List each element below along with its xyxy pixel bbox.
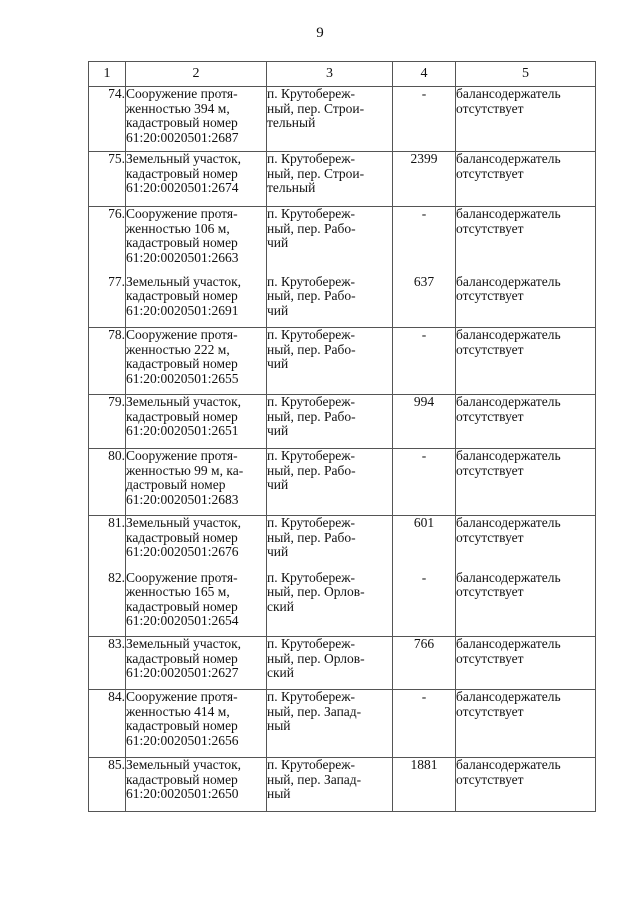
object-area: 1881: [393, 758, 456, 812]
balance-holder: балансодержатель отсутствует: [456, 569, 561, 599]
balance-holder: балансодержатель отсутствует: [456, 394, 561, 424]
object-name: Сооружение протя- женностью 414 м, кадастровый номер 61:20:0020501:2656: [126, 689, 239, 748]
row-number: 84.: [89, 690, 126, 758]
column-header-name: 2: [126, 62, 267, 87]
object-area: -: [393, 207, 456, 275]
object-name: Сооружение протя- женностью 106 м, кадастровый номер 61:20:0020501:2663: [126, 206, 239, 265]
balance-holder: балансодержатель отсутствует: [456, 515, 561, 545]
table-row: [89, 207, 596, 275]
object-address: п. Крутобереж- ный, пер. Рабо- чий: [267, 515, 356, 559]
balance-holder: балансодержатель отсутствует: [456, 151, 561, 181]
table-row: [89, 690, 596, 758]
object-name: Земельный участок, кадастровый номер 61:20:0020501:2676: [126, 515, 242, 559]
object-name: Сооружение протя- женностью 99 м, ка- дастровый номер 61:20:0020501:2683: [126, 448, 244, 507]
object-area: 637: [393, 275, 456, 328]
row-number: 79.: [89, 395, 126, 449]
row-number: 85.: [89, 758, 126, 812]
object-area: -: [393, 87, 456, 152]
row-number: 76.: [89, 207, 126, 275]
row-number: 82.: [89, 571, 126, 637]
object-area: -: [393, 690, 456, 758]
object-area: 2399: [393, 152, 456, 207]
object-name: Земельный участок, кадастровый номер 61:20:0020501:2651: [126, 394, 242, 438]
row-number: 74.: [89, 87, 126, 152]
object-area: 766: [393, 637, 456, 690]
row-number: 78.: [89, 328, 126, 395]
object-area: -: [393, 571, 456, 637]
column-header-number: 1: [89, 62, 126, 87]
page-number: 9: [316, 25, 324, 41]
table-row: [89, 275, 596, 328]
object-name: Земельный участок, кадастровый номер 61:20:0020501:2627: [126, 636, 242, 680]
table-row: [89, 758, 596, 812]
object-address: п. Крутобереж- ный, пер. Рабо- чий: [267, 206, 356, 250]
balance-holder: балансодержатель отсутствует: [456, 757, 561, 787]
table-row: [89, 328, 596, 395]
object-address: п. Крутобереж- ный, пер. Рабо- чий: [267, 394, 356, 438]
row-number: 80.: [89, 449, 126, 516]
table-row: [89, 516, 596, 571]
balance-holder: балансодержатель отсутствует: [456, 636, 561, 666]
object-address: п. Крутобереж- ный, пер. Запад- ный: [267, 689, 362, 733]
column-header-area: 4: [393, 62, 456, 87]
balance-holder: балансодержатель отсутствует: [456, 206, 561, 236]
object-address: п. Крутобереж- ный, пер. Запад- ный: [267, 757, 362, 801]
property-table: [88, 61, 596, 812]
object-address: п. Крутобереж- ный, пер. Строи- тельный: [267, 151, 365, 195]
object-area: 994: [393, 395, 456, 449]
object-area: 601: [393, 516, 456, 571]
table-row: [89, 87, 596, 152]
object-name: Сооружение протя- женностью 165 м, кадастровый номер 61:20:0020501:2654: [126, 569, 239, 628]
row-number: 81.: [89, 516, 126, 571]
table-row: [89, 152, 596, 207]
balance-holder: балансодержатель отсутствует: [456, 273, 561, 303]
column-header-address: 3: [267, 62, 393, 87]
row-number: 77.: [89, 275, 126, 328]
balance-holder: балансодержатель отсутствует: [456, 448, 561, 478]
balance-holder: балансодержатель отсутствует: [456, 689, 561, 719]
object-name: Земельный участок, кадастровый номер 61:20:0020501:2691: [126, 273, 242, 318]
object-area: -: [393, 449, 456, 516]
header-row: [89, 62, 596, 87]
object-address: п. Крутобереж- ный, пер. Рабо- чий: [267, 448, 356, 492]
table-row: [89, 637, 596, 690]
object-address: п. Крутобереж- ный, пер. Орлов- ский: [267, 569, 365, 614]
table-row: [89, 395, 596, 449]
object-name: Сооружение протя- женностью 394 м, кадастровый номер 61:20:0020501:2687: [126, 86, 239, 145]
row-number: 75.: [89, 152, 126, 207]
table-row: [89, 571, 596, 637]
object-address: п. Крутобереж- ный, пер. Рабо- чий: [267, 273, 356, 318]
column-header-holder: 5: [456, 62, 596, 87]
object-area: -: [393, 328, 456, 395]
balance-holder: балансодержатель отсутствует: [456, 327, 561, 357]
object-address: п. Крутобереж- ный, пер. Орлов- ский: [267, 636, 365, 680]
object-name: Земельный участок, кадастровый номер 61:20:0020501:2650: [126, 757, 242, 801]
object-address: п. Крутобереж- ный, пер. Рабо- чий: [267, 327, 356, 371]
object-name: Сооружение протя- женностью 222 м, кадастровый номер 61:20:0020501:2655: [126, 327, 239, 386]
object-address: п. Крутобереж- ный, пер. Строи- тельный: [267, 86, 365, 130]
table-row: [89, 449, 596, 516]
row-number: 83.: [89, 637, 126, 690]
object-name: Земельный участок, кадастровый номер 61:20:0020501:2674: [126, 151, 242, 195]
balance-holder: балансодержатель отсутствует: [456, 86, 561, 116]
